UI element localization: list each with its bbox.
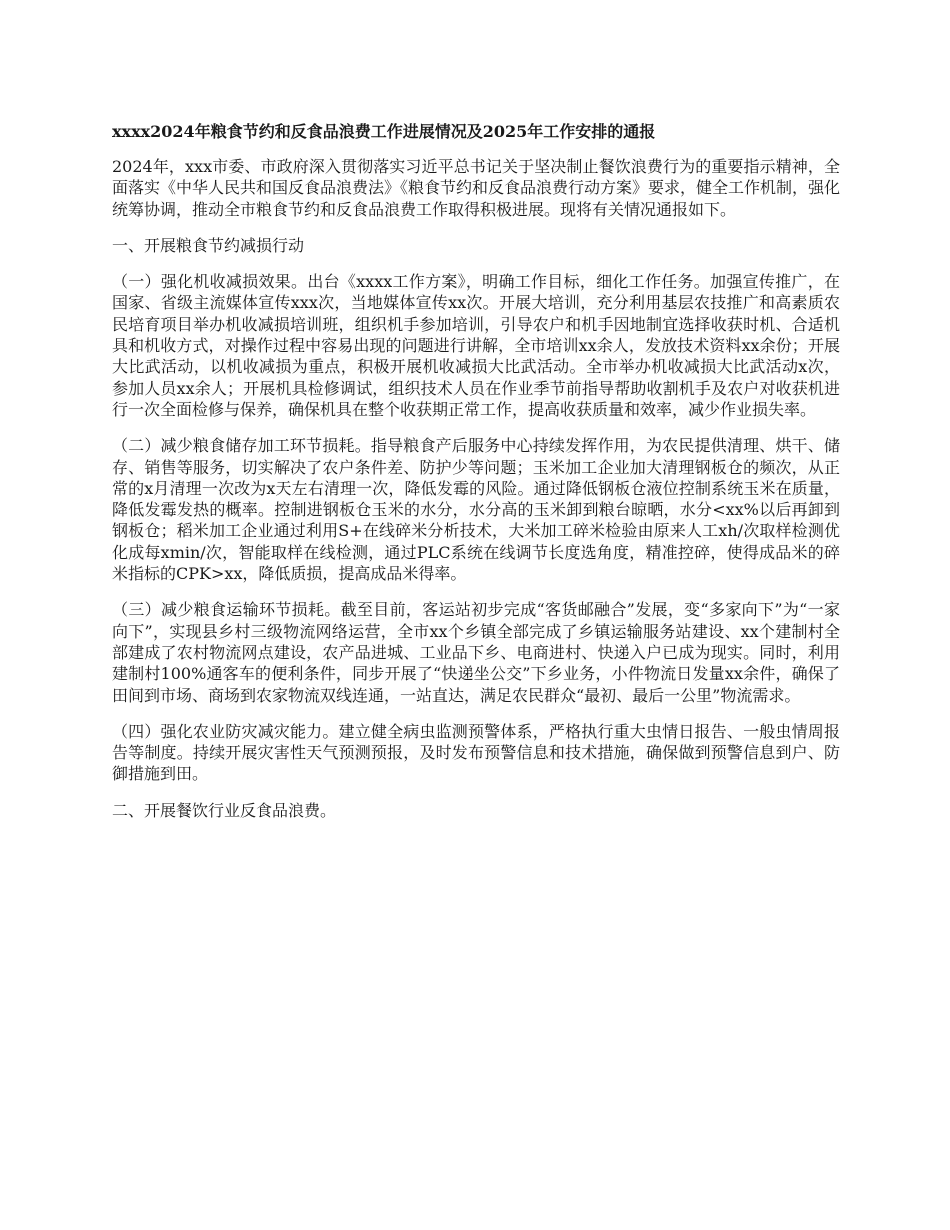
paragraph-disaster-prevention: （四）强化农业防灾减灾能力。建立健全病虫监测预警体系，严格执行重大虫情日报告、一般虫情周报告等制度。持续开展灾害性天气预测预报，及时发布预警信息和技术措施，确保做到预警信息到户、防御措施到田。	[112, 721, 840, 784]
document-title: xxxx2024年粮食节约和反食品浪费工作进展情况及2025年工作安排的通报	[112, 122, 656, 141]
paragraph-machine-harvest: （一）强化机收减损效果。出台《xxxx工作方案》，明确工作目标，细化工作任务。加强宣传推广，在国家、省级主流媒体宣传xxx次，当地媒体宣传xx次。开展大培训，充分利用基层农技推广和高素质农民培育项目举办机收减损培训班，组织机手参加培训，引导农户和机手因地制宜选择收获时机、合适机具和机收方式，对操作过程中容易出现的问题进行讲解，全市培训xx余人，发放技术资料xx余份；开展大比武活动，以机收减损为重点，积极开展机收减损大比武活动。全市举办机收减损大比武活动x次，参加人员xx余人；开展机具检修调试，组织技术人员在作业季节前指导帮助收割机手及农户对收获机进行一次全面检修与保养，确保机具在整个收获期正常工作，提高收获质量和效率，减少作业损失率。	[112, 272, 840, 419]
intro-paragraph: 2024年，xxx市委、市政府深入贯彻落实习近平总书记关于坚决制止餐饮浪费行为的重要指示精神，全面落实《中华人民共和国反食品浪费法》《粮食节约和反食品浪费行动方案》要求，健全工作机制，强化统筹协调，推动全市粮食节约和反食品浪费工作取得积极进展。现将有关情况通报如下。	[112, 157, 841, 219]
paragraph-storage-processing: （二）减少粮食储存加工环节损耗。指导粮食产后服务中心持续发挥作用，为农民提供清理、烘干、储存、销售等服务，切实解决了农户条件差、防护少等问题；玉米加工企业加大清理钢板仓的频次，从正常的x月清理一次改为x天左右清理一次，降低发霉的风险。通过降低钢板仓液位控制系统玉米在质量，降低发霉发热的概率。控制进钢板仓玉米的水分，水分高的玉米卸到粮台晾晒，水分<xx%以后再卸到钢板仓；稻米加工企业通过利用S+在线碎米分析技术，大米加工碎米检验由原来人工xh/次取样检测优化成每xmin/次，智能取样在线检测，通过PLC系统在线调节长度选角度，精准控碎，使得成品米的碎米指标的CPK>xx，降低质损，提高成品米得率。	[112, 436, 840, 584]
document-page	[112, 118, 840, 836]
section-heading-1: 一、开展粮食节约减损行动	[112, 235, 305, 255]
paragraph-transport: （三）减少粮食运输环节损耗。截至目前，客运站初步完成“客货邮融合”发展，变“多家向下”为“一家向下”，实现县乡村三级物流网络运营，全市xx个乡镇全部完成了乡镇运输服务站建设、xx个建制村全部建成了农村物流网点建设，农产品进城、工业品下乡、电商进村、快递入户已成为现实。同时，利用建制村100%通客车的便利条件，同步开展了“快递坐公交”下乡业务，小件物流日发量xx余件，确保了田间到市场、商场到农家物流双线连通，一站直达，满足农民群众“最初、最后一公里”物流需求。	[112, 600, 840, 705]
section-heading-2: 二、开展餐饮行业反食品浪费。	[112, 800, 337, 820]
